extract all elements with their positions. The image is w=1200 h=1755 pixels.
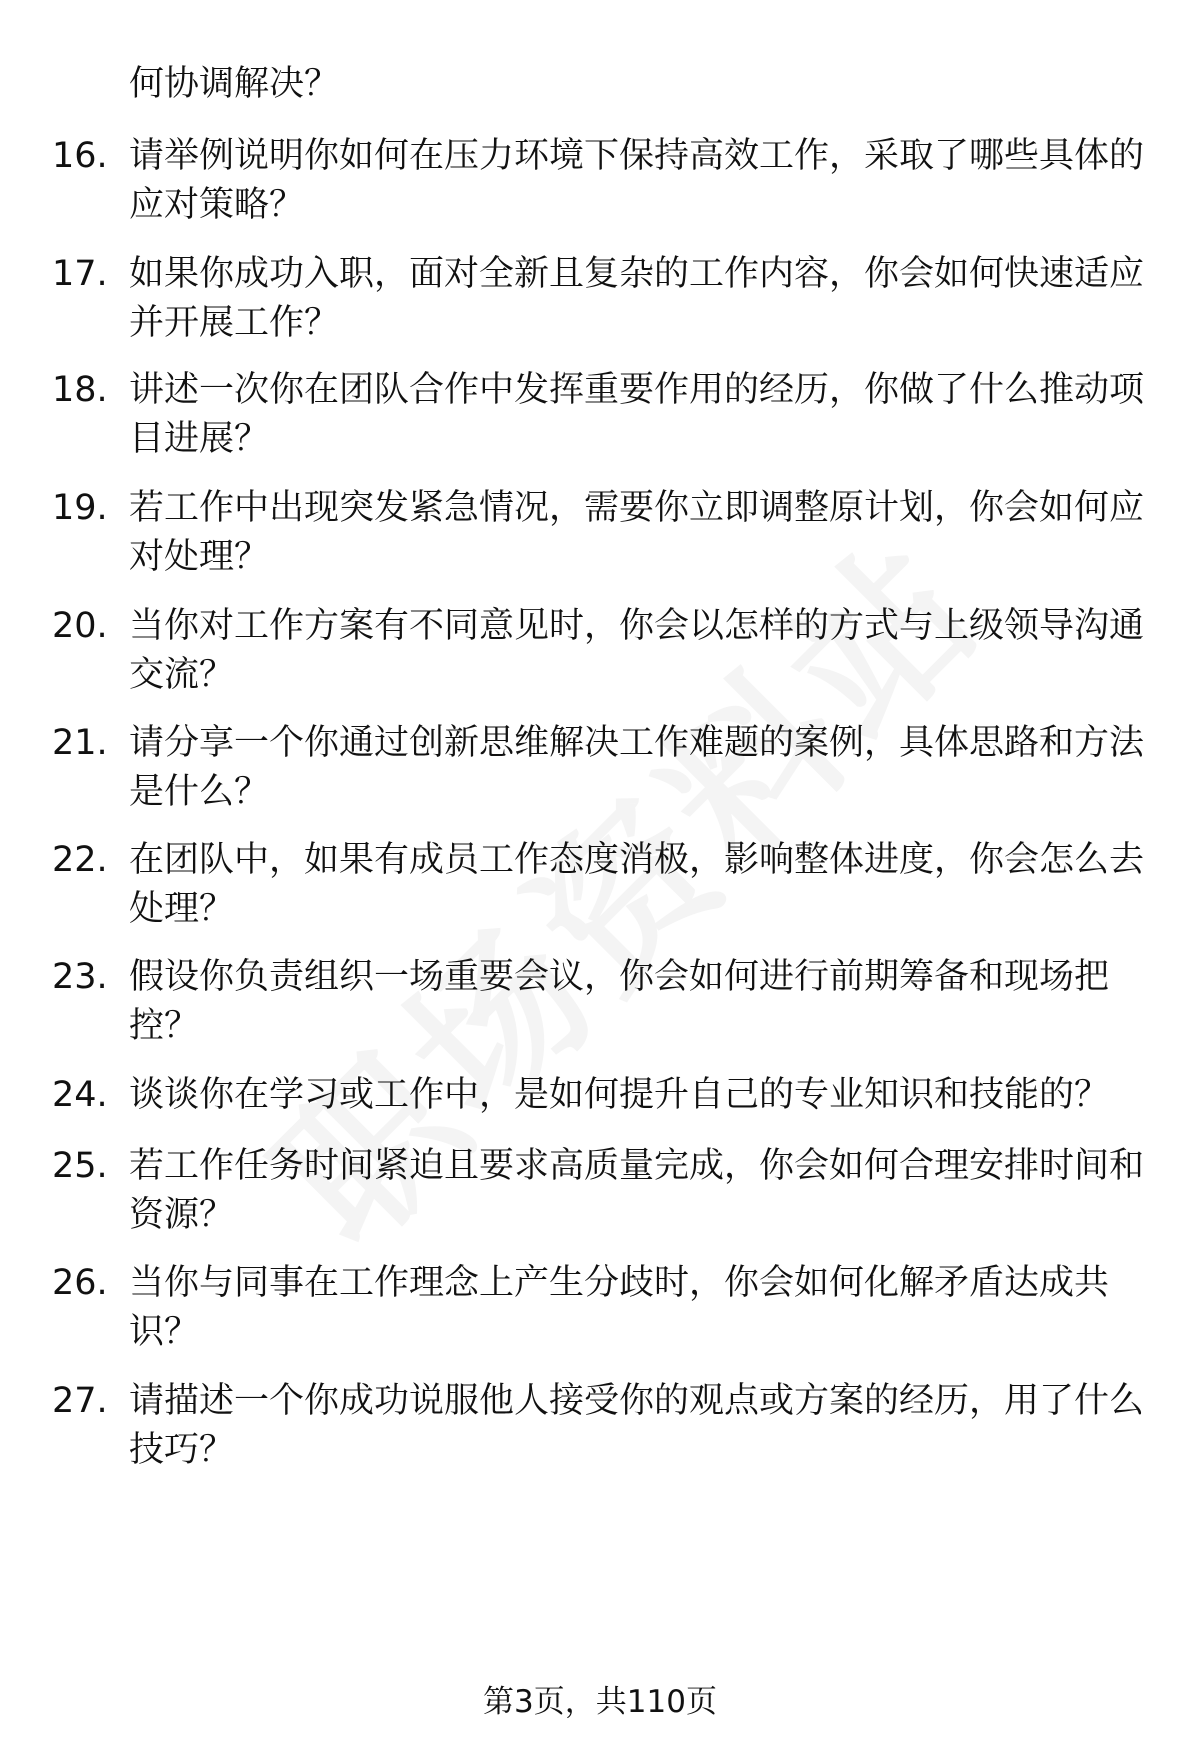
question-number: 22. <box>52 840 108 880</box>
question-number: 23. <box>52 957 108 997</box>
question-text: 如果你成功入职，面对全新且复杂的工作内容，你会如何快速适应并开展工作？ <box>129 254 1145 343</box>
question-text: 请描述一个你成功说服他人接受你的观点或方案的经历，用了什么技巧？ <box>129 1381 1145 1470</box>
question-number: 24. <box>52 1075 108 1115</box>
question-text: 请分享一个你通过创新思维解决工作难题的案例，具体思路和方法是什么？ <box>129 723 1145 812</box>
question-number: 27. <box>52 1381 108 1421</box>
question-number: 26. <box>52 1263 108 1303</box>
question-text: 当你与同事在工作理念上产生分歧时，你会如何化解矛盾达成共识？ <box>129 1263 1110 1352</box>
question-number: 20. <box>52 606 108 646</box>
question-number: 17. <box>52 254 108 294</box>
question-text: 在团队中，如果有成员工作态度消极，影响整体进度，你会怎么去处理？ <box>129 840 1145 929</box>
question-number: 19. <box>52 488 108 528</box>
question-text: 若工作中出现突发紧急情况，需要你立即调整原计划，你会如何应对处理？ <box>129 488 1145 577</box>
question-text: 请举例说明你如何在压力环境下保持高效工作，采取了哪些具体的应对策略？ <box>129 136 1145 225</box>
question-text: 假设你负责组织一场重要会议，你会如何进行前期筹备和现场把控？ <box>129 957 1110 1046</box>
question-text: 谈谈你在学习或工作中，是如何提升自己的专业知识和技能的？ <box>129 1075 1110 1115</box>
question-number: 25. <box>52 1146 108 1186</box>
question-number: 16. <box>52 136 108 176</box>
question-text: 当你对工作方案有不同意见时，你会以怎样的方式与上级领导沟通交流？ <box>129 606 1145 695</box>
question-number: 21. <box>52 723 108 763</box>
page-footer: 第3页，共110页 <box>483 1684 717 1720</box>
continued-question-text: 何协调解决？ <box>129 64 340 104</box>
question-number: 18. <box>52 370 108 410</box>
question-text: 若工作任务时间紧迫且要求高质量完成，你会如何合理安排时间和资源？ <box>129 1146 1145 1235</box>
question-text: 讲述一次你在团队合作中发挥重要作用的经历，你做了什么推动项目进展？ <box>129 370 1145 459</box>
